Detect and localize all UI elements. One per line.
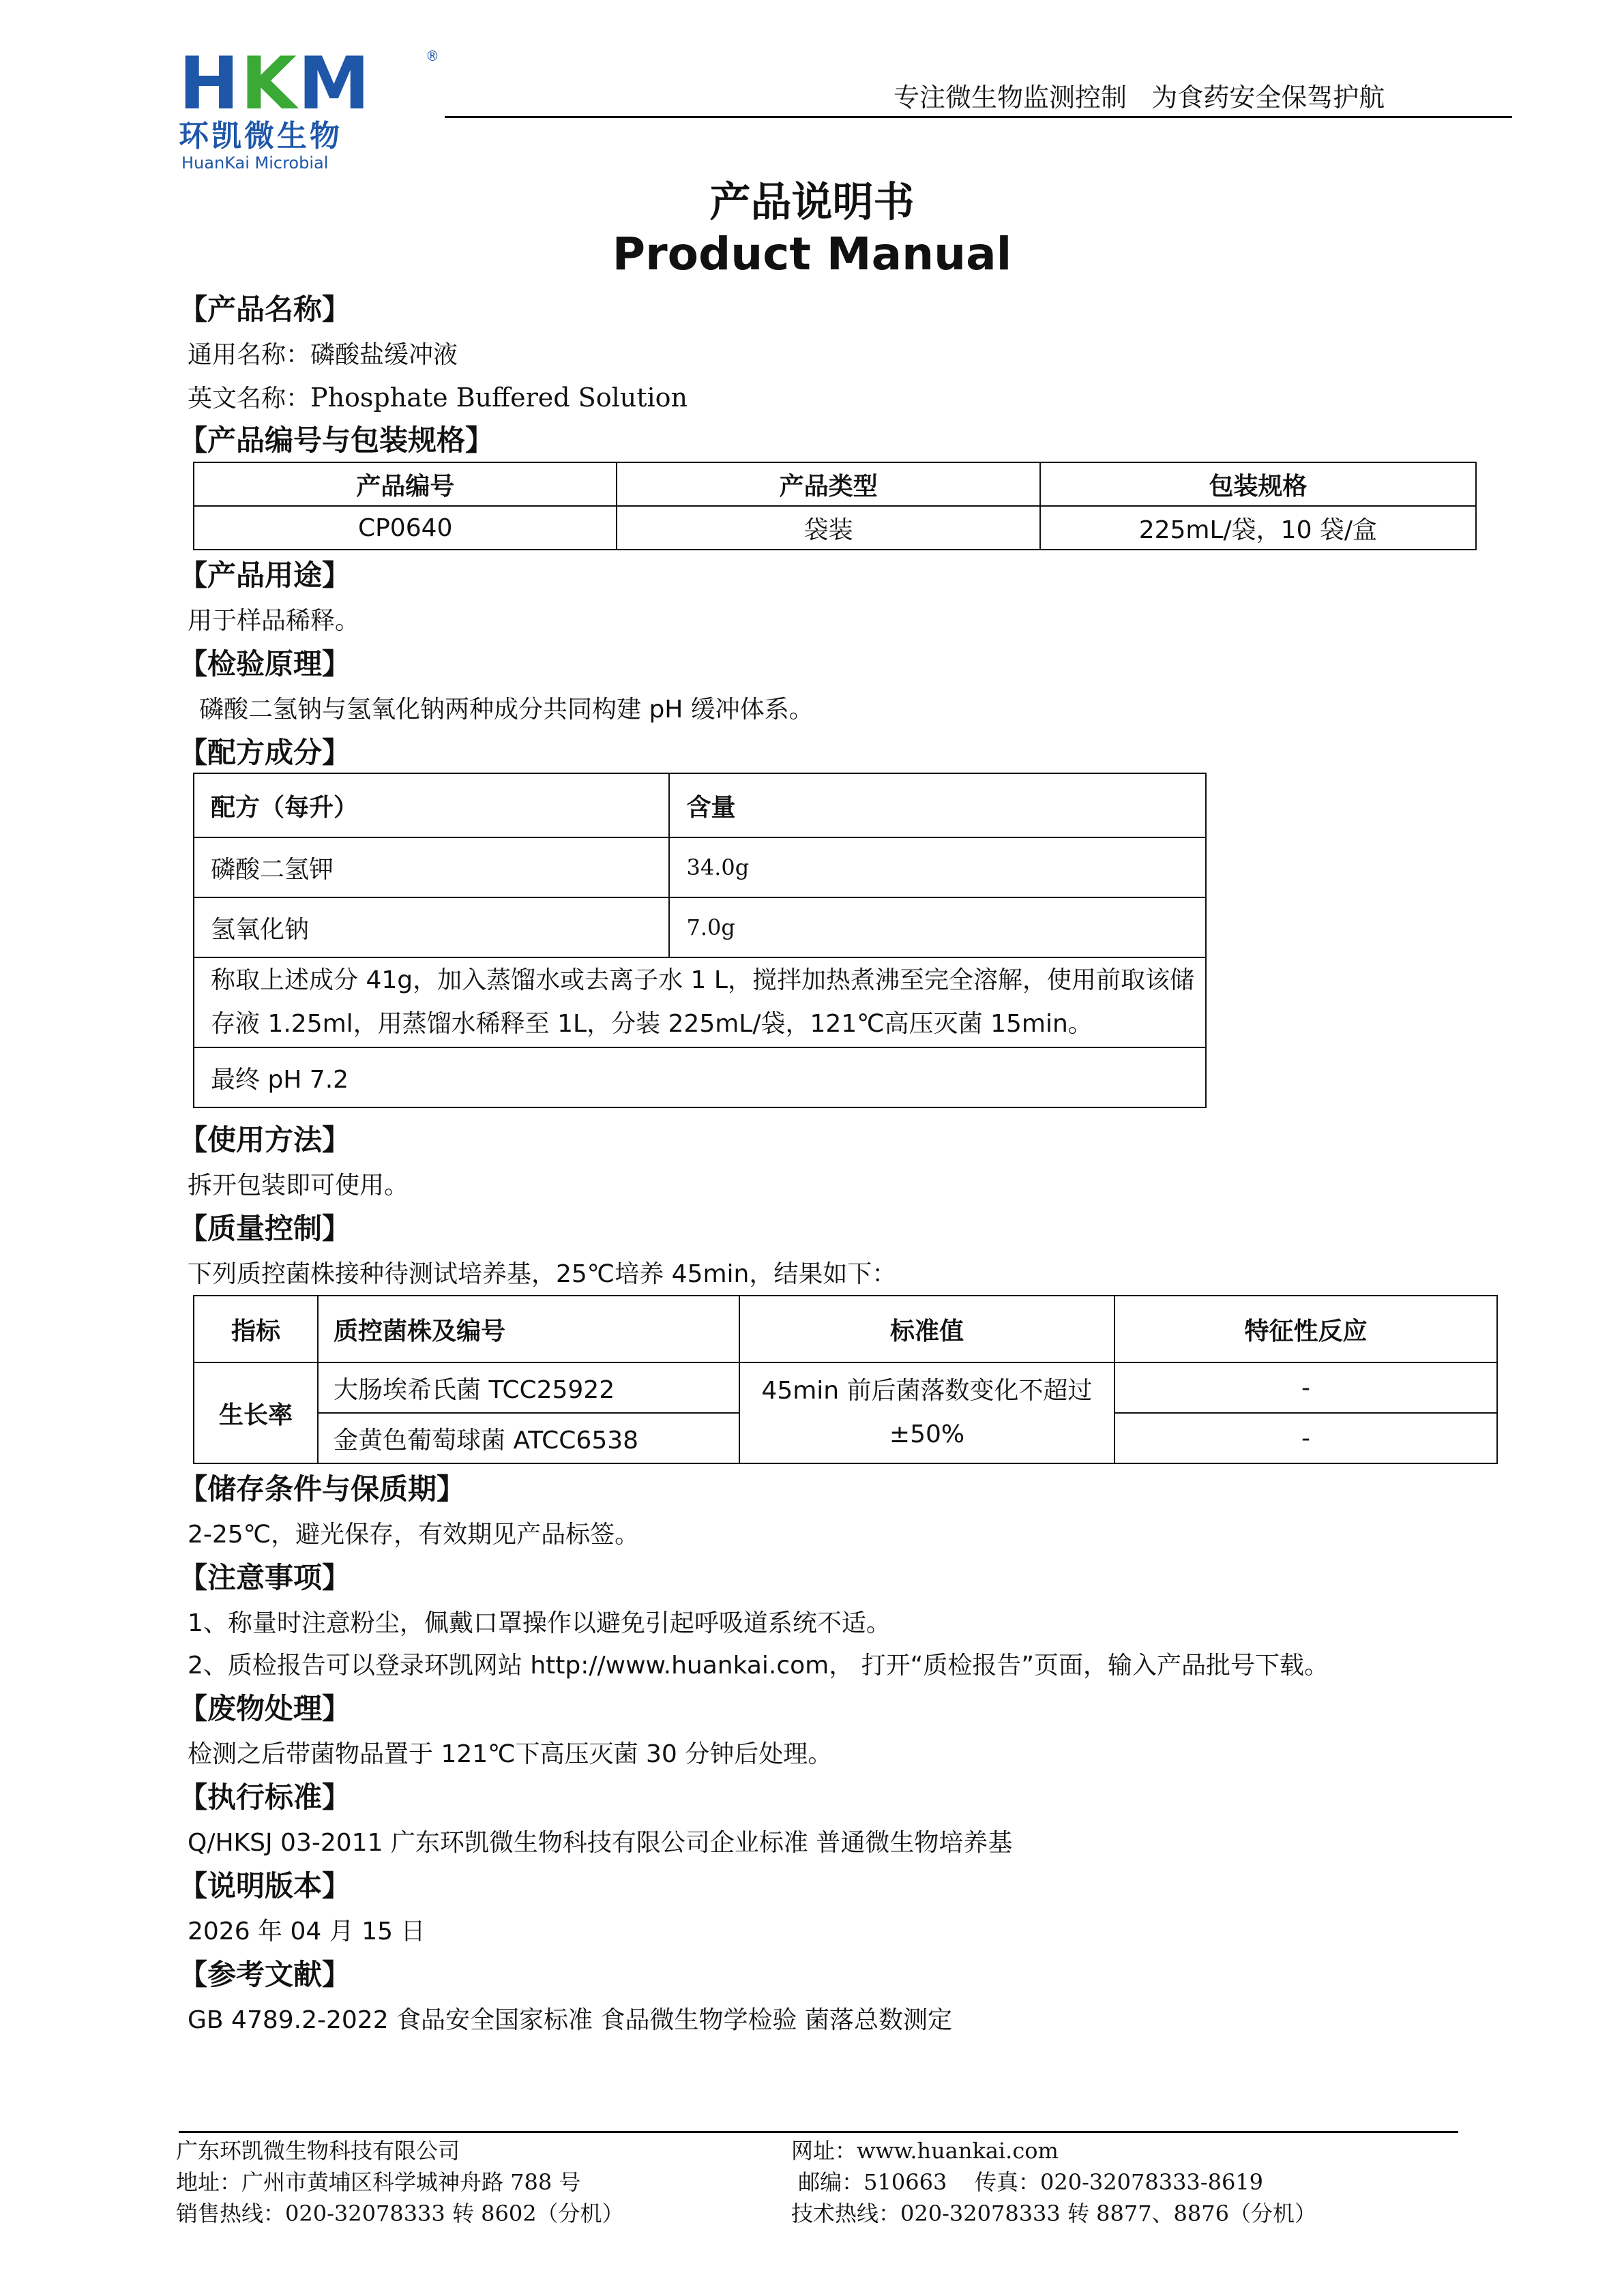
column-header: 包装规格 — [1040, 462, 1476, 506]
logo-chinese-name: 环凯微生物 — [179, 119, 342, 153]
logo-english-name: HuanKai Microbial — [181, 153, 329, 173]
preparation-instructions — [194, 957, 1206, 1047]
logo-letter-h: H — [179, 42, 241, 125]
formula-table — [193, 773, 1207, 1108]
logo-letters — [179, 42, 372, 125]
table-row — [194, 1362, 1497, 1413]
section-heading-formula: 【配方成分】 — [179, 736, 351, 769]
qc-reaction: - — [1114, 1362, 1497, 1413]
use-text: 用于样品稀释。 — [188, 607, 360, 635]
table-row — [194, 837, 1206, 897]
product-code: CP0640 — [194, 506, 617, 550]
footer-divider — [179, 2131, 1458, 2133]
footer-sales-hotline: 销售热线：020-32078333 转 8602（分机） — [176, 2201, 624, 2226]
section-heading-use: 【产品用途】 — [179, 558, 351, 592]
column-header: 配方（每升） — [194, 773, 669, 837]
section-heading-version: 【说明版本】 — [179, 1869, 351, 1903]
header-divider — [445, 116, 1512, 118]
column-header: 产品编号 — [194, 462, 617, 506]
table-row — [194, 897, 1206, 957]
english-name-line — [188, 382, 688, 415]
section-heading-principle: 【检验原理】 — [179, 647, 351, 681]
ingredient-amount: 34.0g — [669, 837, 1206, 897]
common-name: 通用名称：磷酸盐缓冲液 — [188, 341, 458, 369]
header-tagline: 专注微生物监测控制 为食药安全保驾护航 — [894, 83, 1385, 113]
ingredient-amount: 7.0g — [669, 897, 1206, 957]
footer-company: 广东环凯微生物科技有限公司 — [176, 2138, 460, 2164]
waste-text: 检测之后带菌物品置于 121℃下高压灭菌 30 分钟后处理。 — [188, 1740, 833, 1768]
qc-strain: 金黄色葡萄球菌 ATCC6538 — [318, 1413, 739, 1463]
company-logo — [179, 42, 452, 173]
qc-strain: 大肠埃希氏菌 TCC25922 — [318, 1362, 739, 1413]
usage-text: 拆开包装即可使用。 — [188, 1172, 409, 1199]
column-header: 指标 — [194, 1296, 318, 1362]
preparation-line: 称取上述成分 41g，加入蒸馏水或去离子水 1 L，搅拌加热煮沸至完全溶解，使用前取该储 — [211, 966, 1194, 994]
page-title-chinese: 产品说明书 — [709, 179, 915, 226]
preparation-line: 存液 1.25ml，用蒸馏水稀释至 1L，分装 225mL/袋，121℃高压灭菌 15min。 — [211, 1010, 1093, 1038]
ingredient-name: 氢氧化钠 — [194, 897, 669, 957]
version-text: 2026 年 04 月 15 日 — [188, 1918, 426, 1945]
table-header-row — [194, 462, 1476, 506]
note-item: 2、质检报告可以登录环凯网站 http://www.huankai.com， 打开“质检报告”页面，输入产品批号下载。 — [188, 1652, 1329, 1680]
ingredient-name: 磷酸二氢钾 — [194, 837, 669, 897]
footer-address: 地址：广州市黄埔区科学城神舟路 788 号 — [176, 2169, 581, 2195]
standard-text: Q/HKSJ 03-2011 广东环凯微生物科技有限公司企业标准 普通微生物培养基 — [188, 1829, 1013, 1857]
section-heading-qc: 【质量控制】 — [179, 1212, 351, 1245]
table-row — [194, 957, 1206, 1047]
table-header-row — [194, 1296, 1497, 1362]
footer-tech-hotline: 技术热线：020-32078333 转 8877、8876（分机） — [791, 2201, 1316, 2226]
section-heading-standard: 【执行标准】 — [179, 1780, 351, 1814]
english-name-value: Phosphate Buffered Solution — [310, 383, 688, 413]
section-heading-product-name: 【产品名称】 — [179, 293, 351, 326]
spec-table — [193, 462, 1477, 550]
table-row — [194, 506, 1476, 550]
table-row — [194, 1047, 1206, 1107]
principle-text: 磷酸二氢钠与氢氧化钠两种成分共同构建 pH 缓冲体系。 — [199, 696, 814, 724]
reference-text: GB 4789.2-2022 食品安全国家标准 食品微生物学检验 菌落总数测定 — [188, 2006, 952, 2034]
section-heading-usage: 【使用方法】 — [179, 1123, 351, 1157]
package-spec: 225mL/袋，10 袋/盒 — [1040, 506, 1476, 550]
product-type: 袋装 — [617, 506, 1039, 550]
column-header: 标准值 — [739, 1296, 1114, 1362]
column-header: 产品类型 — [617, 462, 1039, 506]
section-heading-storage: 【储存条件与保质期】 — [179, 1472, 466, 1506]
column-header: 含量 — [669, 773, 1206, 837]
english-name-label: 英文名称： — [188, 385, 311, 413]
final-ph: 最终 pH 7.2 — [194, 1047, 1206, 1107]
logo-letter-k: K — [240, 42, 298, 125]
qc-standard-value: 45min 前后菌落数变化不超过±50% — [739, 1362, 1114, 1463]
storage-text: 2-25℃，避光保存，有效期见产品标签。 — [188, 1521, 640, 1549]
section-heading-reference: 【参考文献】 — [179, 1958, 351, 1991]
column-header: 特征性反应 — [1114, 1296, 1497, 1362]
section-heading-waste: 【废物处理】 — [179, 1692, 351, 1725]
table-header-row — [194, 773, 1206, 837]
column-header: 质控菌株及编号 — [318, 1296, 739, 1362]
footer-postcode-fax: 邮编：510663 传真：020-32078333-8619 — [791, 2169, 1264, 2195]
qc-indicator: 生长率 — [194, 1362, 318, 1463]
footer-website: 网址：www.huankai.com — [791, 2138, 1059, 2164]
note-item: 1、称量时注意粉尘，佩戴口罩操作以避免引起呼吸道系统不适。 — [188, 1609, 891, 1637]
page-title-english: Product Manual — [612, 228, 1012, 280]
registered-mark: ® — [426, 48, 439, 64]
qc-table — [193, 1295, 1498, 1464]
section-heading-notes: 【注意事项】 — [179, 1561, 351, 1594]
qc-reaction: - — [1114, 1413, 1497, 1463]
qc-intro: 下列质控菌株接种待测试培养基，25℃培养 45min，结果如下： — [188, 1260, 897, 1288]
logo-letter-m: M — [297, 42, 372, 125]
section-heading-spec: 【产品编号与包装规格】 — [179, 423, 494, 457]
